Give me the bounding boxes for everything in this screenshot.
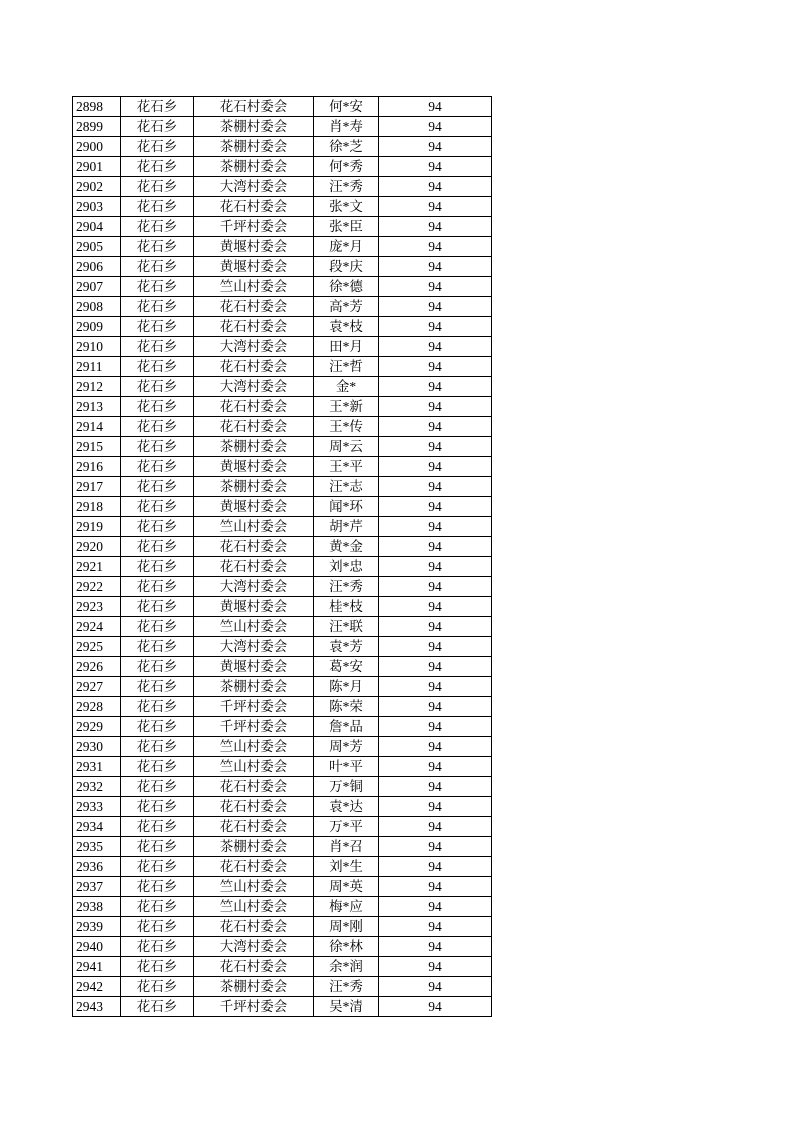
table-row (73, 457, 492, 477)
person-name-cell: 何*秀 (314, 157, 379, 177)
township-cell: 花石乡 (121, 777, 194, 797)
township-cell: 花石乡 (121, 417, 194, 437)
township-cell: 花石乡 (121, 257, 194, 277)
row-number-cell: 2941 (73, 957, 121, 977)
township-cell: 花石乡 (121, 437, 194, 457)
person-name-cell: 刘*忠 (314, 557, 379, 577)
village-committee-cell: 千坪村委会 (194, 997, 314, 1017)
village-committee-cell: 花石村委会 (194, 777, 314, 797)
person-name-cell: 詹*品 (314, 717, 379, 737)
village-committee-cell: 大湾村委会 (194, 377, 314, 397)
village-committee-cell: 黄堰村委会 (194, 257, 314, 277)
township-cell: 花石乡 (121, 817, 194, 837)
score-cell: 94 (379, 457, 492, 477)
village-committee-cell: 黄堰村委会 (194, 457, 314, 477)
table-row (73, 717, 492, 737)
row-number-cell: 2909 (73, 317, 121, 337)
row-number-cell: 2918 (73, 497, 121, 517)
score-cell: 94 (379, 577, 492, 597)
village-committee-cell: 千坪村委会 (194, 717, 314, 737)
person-name-cell: 周*云 (314, 437, 379, 457)
table-row (73, 357, 492, 377)
person-name-cell: 陈*月 (314, 677, 379, 697)
row-number-cell: 2929 (73, 717, 121, 737)
score-cell: 94 (379, 677, 492, 697)
score-cell: 94 (379, 957, 492, 977)
village-committee-cell: 茶棚村委会 (194, 977, 314, 997)
table-row (73, 197, 492, 217)
row-number-cell: 2908 (73, 297, 121, 317)
table-row (73, 157, 492, 177)
row-number-cell: 2928 (73, 697, 121, 717)
village-committee-cell: 花石村委会 (194, 557, 314, 577)
person-name-cell: 徐*德 (314, 277, 379, 297)
village-committee-cell: 花石村委会 (194, 817, 314, 837)
table-row (73, 877, 492, 897)
table-row (73, 277, 492, 297)
person-name-cell: 周*英 (314, 877, 379, 897)
person-name-cell: 袁*芳 (314, 637, 379, 657)
township-cell: 花石乡 (121, 217, 194, 237)
table-row (73, 317, 492, 337)
data-table (72, 96, 492, 1017)
score-cell: 94 (379, 717, 492, 737)
score-cell: 94 (379, 817, 492, 837)
table-row (73, 697, 492, 717)
township-cell: 花石乡 (121, 717, 194, 737)
score-cell: 94 (379, 657, 492, 677)
row-number-cell: 2927 (73, 677, 121, 697)
row-number-cell: 2934 (73, 817, 121, 837)
score-cell: 94 (379, 557, 492, 577)
score-cell: 94 (379, 237, 492, 257)
person-name-cell: 张*臣 (314, 217, 379, 237)
township-cell: 花石乡 (121, 637, 194, 657)
row-number-cell: 2902 (73, 177, 121, 197)
person-name-cell: 汪*志 (314, 477, 379, 497)
township-cell: 花石乡 (121, 897, 194, 917)
table-row (73, 657, 492, 677)
person-name-cell: 王*新 (314, 397, 379, 417)
person-name-cell: 刘*生 (314, 857, 379, 877)
person-name-cell: 胡*芹 (314, 517, 379, 537)
table-row (73, 937, 492, 957)
row-number-cell: 2925 (73, 637, 121, 657)
table-row (73, 597, 492, 617)
person-name-cell: 桂*枝 (314, 597, 379, 617)
village-committee-cell: 茶棚村委会 (194, 437, 314, 457)
row-number-cell: 2933 (73, 797, 121, 817)
row-number-cell: 2907 (73, 277, 121, 297)
village-committee-cell: 竺山村委会 (194, 897, 314, 917)
village-committee-cell: 竺山村委会 (194, 277, 314, 297)
table-row (73, 217, 492, 237)
township-cell: 花石乡 (121, 577, 194, 597)
row-number-cell: 2924 (73, 617, 121, 637)
township-cell: 花石乡 (121, 617, 194, 637)
table-row (73, 397, 492, 417)
village-committee-cell: 千坪村委会 (194, 217, 314, 237)
village-committee-cell: 竺山村委会 (194, 757, 314, 777)
person-name-cell: 汪*秀 (314, 577, 379, 597)
row-number-cell: 2930 (73, 737, 121, 757)
person-name-cell: 王*传 (314, 417, 379, 437)
row-number-cell: 2931 (73, 757, 121, 777)
table-row (73, 497, 492, 517)
row-number-cell: 2942 (73, 977, 121, 997)
township-cell: 花石乡 (121, 997, 194, 1017)
person-name-cell: 庞*月 (314, 237, 379, 257)
table-row (73, 737, 492, 757)
row-number-cell: 2916 (73, 457, 121, 477)
table-row (73, 437, 492, 457)
person-name-cell: 金* (314, 377, 379, 397)
row-number-cell: 2938 (73, 897, 121, 917)
township-cell: 花石乡 (121, 937, 194, 957)
table-row (73, 137, 492, 157)
person-name-cell: 黄*金 (314, 537, 379, 557)
score-cell: 94 (379, 137, 492, 157)
row-number-cell: 2940 (73, 937, 121, 957)
score-cell: 94 (379, 417, 492, 437)
village-committee-cell: 黄堰村委会 (194, 497, 314, 517)
score-cell: 94 (379, 877, 492, 897)
row-number-cell: 2911 (73, 357, 121, 377)
score-cell: 94 (379, 737, 492, 757)
person-name-cell: 汪*秀 (314, 177, 379, 197)
row-number-cell: 2898 (73, 97, 121, 117)
village-committee-cell: 花石村委会 (194, 97, 314, 117)
row-number-cell: 2939 (73, 917, 121, 937)
person-name-cell: 叶*平 (314, 757, 379, 777)
score-cell: 94 (379, 917, 492, 937)
village-committee-cell: 茶棚村委会 (194, 137, 314, 157)
township-cell: 花石乡 (121, 277, 194, 297)
village-committee-cell: 茶棚村委会 (194, 837, 314, 857)
village-committee-cell: 竺山村委会 (194, 877, 314, 897)
person-name-cell: 闻*环 (314, 497, 379, 517)
score-cell: 94 (379, 337, 492, 357)
village-committee-cell: 大湾村委会 (194, 177, 314, 197)
score-cell: 94 (379, 537, 492, 557)
village-committee-cell: 大湾村委会 (194, 337, 314, 357)
row-number-cell: 2920 (73, 537, 121, 557)
person-name-cell: 汪*哲 (314, 357, 379, 377)
score-cell: 94 (379, 497, 492, 517)
score-cell: 94 (379, 377, 492, 397)
row-number-cell: 2937 (73, 877, 121, 897)
score-cell: 94 (379, 97, 492, 117)
village-committee-cell: 花石村委会 (194, 297, 314, 317)
score-cell: 94 (379, 777, 492, 797)
village-committee-cell: 花石村委会 (194, 397, 314, 417)
table-row (73, 957, 492, 977)
row-number-cell: 2914 (73, 417, 121, 437)
village-committee-cell: 花石村委会 (194, 317, 314, 337)
table-row (73, 757, 492, 777)
row-number-cell: 2904 (73, 217, 121, 237)
row-number-cell: 2910 (73, 337, 121, 357)
table-row (73, 837, 492, 857)
score-cell: 94 (379, 177, 492, 197)
person-name-cell: 徐*林 (314, 937, 379, 957)
township-cell: 花石乡 (121, 797, 194, 817)
row-number-cell: 2903 (73, 197, 121, 217)
township-cell: 花石乡 (121, 497, 194, 517)
row-number-cell: 2922 (73, 577, 121, 597)
row-number-cell: 2906 (73, 257, 121, 277)
row-number-cell: 2936 (73, 857, 121, 877)
township-cell: 花石乡 (121, 857, 194, 877)
person-name-cell: 肖*召 (314, 837, 379, 857)
score-cell: 94 (379, 757, 492, 777)
township-cell: 花石乡 (121, 397, 194, 417)
row-number-cell: 2921 (73, 557, 121, 577)
score-cell: 94 (379, 277, 492, 297)
township-cell: 花石乡 (121, 977, 194, 997)
village-committee-cell: 花石村委会 (194, 197, 314, 217)
row-number-cell: 2915 (73, 437, 121, 457)
person-name-cell: 梅*应 (314, 897, 379, 917)
row-number-cell: 2919 (73, 517, 121, 537)
person-name-cell: 田*月 (314, 337, 379, 357)
table-row (73, 377, 492, 397)
township-cell: 花石乡 (121, 357, 194, 377)
score-cell: 94 (379, 637, 492, 657)
person-name-cell: 何*安 (314, 97, 379, 117)
village-committee-cell: 黄堰村委会 (194, 657, 314, 677)
score-cell: 94 (379, 197, 492, 217)
score-cell: 94 (379, 477, 492, 497)
township-cell: 花石乡 (121, 237, 194, 257)
row-number-cell: 2912 (73, 377, 121, 397)
table-row (73, 797, 492, 817)
score-cell: 94 (379, 857, 492, 877)
score-cell: 94 (379, 797, 492, 817)
row-number-cell: 2923 (73, 597, 121, 617)
person-name-cell: 周*芳 (314, 737, 379, 757)
table-row (73, 257, 492, 277)
township-cell: 花石乡 (121, 957, 194, 977)
township-cell: 花石乡 (121, 477, 194, 497)
table-row (73, 237, 492, 257)
township-cell: 花石乡 (121, 157, 194, 177)
row-number-cell: 2901 (73, 157, 121, 177)
person-name-cell: 徐*芝 (314, 137, 379, 157)
township-cell: 花石乡 (121, 297, 194, 317)
person-name-cell: 吴*清 (314, 997, 379, 1017)
score-cell: 94 (379, 617, 492, 637)
row-number-cell: 2913 (73, 397, 121, 417)
row-number-cell: 2917 (73, 477, 121, 497)
village-committee-cell: 茶棚村委会 (194, 117, 314, 137)
table-row (73, 917, 492, 937)
township-cell: 花石乡 (121, 537, 194, 557)
row-number-cell: 2926 (73, 657, 121, 677)
table-row (73, 117, 492, 137)
township-cell: 花石乡 (121, 837, 194, 857)
person-name-cell: 葛*安 (314, 657, 379, 677)
village-committee-cell: 大湾村委会 (194, 577, 314, 597)
township-cell: 花石乡 (121, 377, 194, 397)
row-number-cell: 2905 (73, 237, 121, 257)
village-committee-cell: 大湾村委会 (194, 637, 314, 657)
township-cell: 花石乡 (121, 457, 194, 477)
table-row (73, 857, 492, 877)
township-cell: 花石乡 (121, 757, 194, 777)
village-committee-cell: 竺山村委会 (194, 737, 314, 757)
score-cell: 94 (379, 517, 492, 537)
score-cell: 94 (379, 837, 492, 857)
table-row (73, 617, 492, 637)
score-cell: 94 (379, 297, 492, 317)
table-row (73, 677, 492, 697)
row-number-cell: 2899 (73, 117, 121, 137)
table-row (73, 477, 492, 497)
table-row (73, 777, 492, 797)
table-row (73, 817, 492, 837)
table-row (73, 637, 492, 657)
person-name-cell: 万*铜 (314, 777, 379, 797)
township-cell: 花石乡 (121, 97, 194, 117)
person-name-cell: 袁*枝 (314, 317, 379, 337)
township-cell: 花石乡 (121, 337, 194, 357)
township-cell: 花石乡 (121, 137, 194, 157)
village-committee-cell: 茶棚村委会 (194, 677, 314, 697)
table-row (73, 517, 492, 537)
village-committee-cell: 花石村委会 (194, 357, 314, 377)
village-committee-cell: 花石村委会 (194, 917, 314, 937)
score-cell: 94 (379, 257, 492, 277)
score-cell: 94 (379, 937, 492, 957)
person-name-cell: 陈*荣 (314, 697, 379, 717)
score-cell: 94 (379, 437, 492, 457)
table-row (73, 977, 492, 997)
table-row (73, 337, 492, 357)
village-committee-cell: 花石村委会 (194, 857, 314, 877)
person-name-cell: 肖*寿 (314, 117, 379, 137)
village-committee-cell: 大湾村委会 (194, 937, 314, 957)
table-body (73, 97, 492, 1017)
score-cell: 94 (379, 397, 492, 417)
village-committee-cell: 黄堰村委会 (194, 597, 314, 617)
village-committee-cell: 黄堰村委会 (194, 237, 314, 257)
table-row (73, 417, 492, 437)
person-name-cell: 汪*秀 (314, 977, 379, 997)
village-committee-cell: 茶棚村委会 (194, 157, 314, 177)
person-name-cell: 周*刚 (314, 917, 379, 937)
person-name-cell: 万*平 (314, 817, 379, 837)
row-number-cell: 2932 (73, 777, 121, 797)
village-committee-cell: 花石村委会 (194, 797, 314, 817)
township-cell: 花石乡 (121, 877, 194, 897)
score-cell: 94 (379, 317, 492, 337)
person-name-cell: 袁*达 (314, 797, 379, 817)
table-row (73, 577, 492, 597)
score-cell: 94 (379, 977, 492, 997)
village-committee-cell: 竺山村委会 (194, 517, 314, 537)
township-cell: 花石乡 (121, 677, 194, 697)
score-cell: 94 (379, 697, 492, 717)
person-name-cell: 王*平 (314, 457, 379, 477)
township-cell: 花石乡 (121, 697, 194, 717)
village-committee-cell: 花石村委会 (194, 417, 314, 437)
score-cell: 94 (379, 117, 492, 137)
table-row (73, 537, 492, 557)
row-number-cell: 2943 (73, 997, 121, 1017)
person-name-cell: 汪*联 (314, 617, 379, 637)
score-cell: 94 (379, 597, 492, 617)
score-cell: 94 (379, 157, 492, 177)
village-committee-cell: 茶棚村委会 (194, 477, 314, 497)
table-row (73, 97, 492, 117)
township-cell: 花石乡 (121, 557, 194, 577)
village-committee-cell: 千坪村委会 (194, 697, 314, 717)
village-committee-cell: 花石村委会 (194, 537, 314, 557)
township-cell: 花石乡 (121, 197, 194, 217)
person-name-cell: 余*润 (314, 957, 379, 977)
person-name-cell: 高*芳 (314, 297, 379, 317)
row-number-cell: 2935 (73, 837, 121, 857)
township-cell: 花石乡 (121, 597, 194, 617)
table-row (73, 997, 492, 1017)
person-name-cell: 张*文 (314, 197, 379, 217)
table-row (73, 897, 492, 917)
score-cell: 94 (379, 357, 492, 377)
village-committee-cell: 花石村委会 (194, 957, 314, 977)
score-cell: 94 (379, 217, 492, 237)
village-committee-cell: 竺山村委会 (194, 617, 314, 637)
township-cell: 花石乡 (121, 737, 194, 757)
table-row (73, 177, 492, 197)
table-row (73, 297, 492, 317)
township-cell: 花石乡 (121, 177, 194, 197)
township-cell: 花石乡 (121, 657, 194, 677)
score-cell: 94 (379, 897, 492, 917)
table-row (73, 557, 492, 577)
row-number-cell: 2900 (73, 137, 121, 157)
township-cell: 花石乡 (121, 117, 194, 137)
township-cell: 花石乡 (121, 917, 194, 937)
township-cell: 花石乡 (121, 517, 194, 537)
township-cell: 花石乡 (121, 317, 194, 337)
person-name-cell: 段*庆 (314, 257, 379, 277)
score-cell: 94 (379, 997, 492, 1017)
